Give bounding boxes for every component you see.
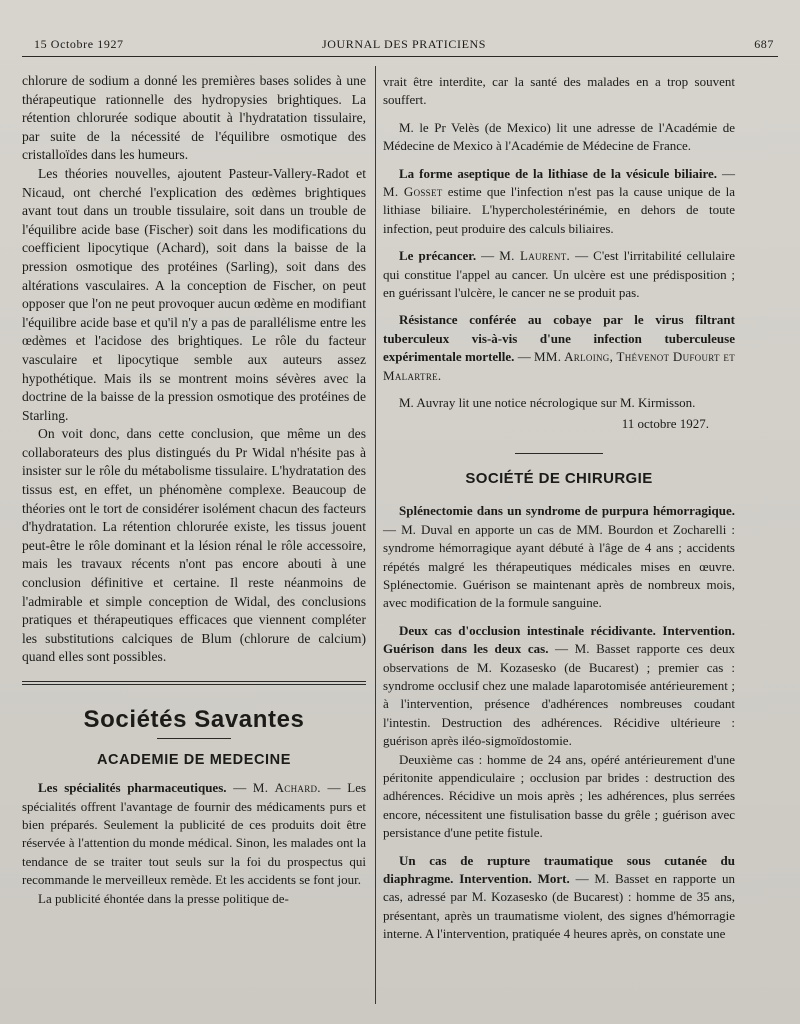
splenectomie-heading: Splénectomie dans un syndrome de purpura hémorragique. [399,503,735,519]
article-paragraph: On voit donc, dans cette conclusion, que même un des collaborateurs des plus distingués du Pr Widal n'hésite pas à insister sur le rôle du métabolisme tissulaire. L'hydratation des tissus est, en effet, un phénomène complexe. Beaucoup de théories ont le tort de considérer isolément chacun des facteurs d'hydratation. La rétention chlorurée existe, les tissus jouent peut-être le rôle dominant et la lésion rénal le rôle accessoire, mais les travaux récents n'ont pas encore abouti à une conclusion définitive et certaine. Il reste néanmoins de l'admirable et simple conception de Widal, des conclusions pratiques et thérapeutiques efficaces que viennent compléter les substitutions calciques de Blum (chlorure de calcium) quand elles sont possibles. [22,426,366,665]
splenectomie-text: M. Duval en apporte un cas de MM. Bourdon et Zocharelli : syndrome hémorragique ayant débuté à l'âge de 4 ans ; accidents répétés malgré les thérapeutiques médicales mises en œuvre. Splénectomie. Guérison se maintenant après de nombreux mois, avec modification de la formule sanguine. [383,521,736,611]
column-divider [375,66,376,1004]
spec-paragraph-2: La publicité éhontée dans la presse politique de- [38,890,289,906]
occlusion-text: M. Basset rapporte ces deux observations de M. Kozasesko (de Bucarest) ; premier cas : syndrome occlusif chez une malade laparotomisée antérieurement ; à l'intervention, présence d'adhérences nombreuses coudant l'intestin. Destruction des adhérences. Récidive ultérieure : guérison après iléo-sigmoïdostomie. [383,641,735,749]
splenectomie-paragraph: Splénectomie dans un syndrome de purpura hémorragique. — M. Duval en apporte un cas de MM. Bourdon et Zocharelli : syndrome hémorragique ayant débuté à l'âge de 4 ans ; accidents répétés malgré les thérapeutiques médicales mises en œuvre. Splénectomie. Guérison se maintenant après de nombreux mois, avec modification de la formule sanguine. [383,503,736,611]
chirurgie-section-title: SOCIÉTÉ DE CHIRURGIE [465,469,653,487]
lithiase-text: estime que l'infection n'est pas la cause unique de la lithiase biliaire. L'hypercholestérinémie, en dehors de toute infection, peut produire des calculs biliaires. [383,184,736,236]
article-paragraph: Les théories nouvelles, ajoutent Pasteur-Vallery-Radot et Nicaud, ont cherché l'explication des œdèmes brightiques avant tout dans un trouble tissulaire, soit dans un trouble de l'équilibre acide base (Fischer) soit dans les modifications du coefficient lipocytique (Achard), soit dans la baisse de la pression osmotique des protéines (Sarling), soit dans des altérations vasculaires. A la conception de Fischer, on peut opposer que l'on ne peut provoquer aucun œdème en modifiant l'équilibre acide base et qu'il n'y a pas de parallélisme entre les œdèmes et l'acidose des brightiques. Le rôle du facteur vasculaire et lipocytique semble aux auteurs assez hypothétique. Mais ils se montrent moins sévères avec la doctrine de la baisse de la pression osmotique des protéines de Starling. [22,165,366,423]
resist-paragraph: Résistance conférée au cobaye par le virus filtrant tuberculeux vis-à-vis d'une infection tuberculeuse expérimentale mortelle. — MM. Arloing, Thévenot Dufourt et Malartre. [383,312,736,383]
occlusion-paragraph-2: Deuxième cas : homme de 24 ans, opéré antérieurement d'une péritonite appendiculaire ; occlusion par brides : destruction des adhérences. Récidive un mois après ; les adhérences, plus serrées encore, nécessitent une fistulisation basse du grêle ; guérison avec persistance d'une petite fistule. [383,751,735,841]
spec-author: M. Achard. [252,780,321,796]
section-double-rule [22,681,366,685]
session-date: 11 octobre 1927. [621,415,709,431]
lithiase-author: M. Gosset [383,184,443,200]
spec-text: Les spécialités offrent l'avantage de fournir des médicaments purs et bien préparés. Seulement la publicité de ces produits doit être réservée à l'attention du monde médical. Sinon, les malades ont la tendance de se traiter tout seuls sur la foi du prospectus qui recommande le merveilleux remède. Et les accidents se font jour. [22,780,367,888]
rupture-text: M. Basset en rapporte un cas, adressé par M. Kozasesko (de Bucarest) : homme de 35 ans, présentant, après un traumatisme violent, des signes d'hémorragie interne. A l'intervention, pratiquée 4 heures après, on constate une [383,871,736,942]
rupture-paragraph: Un cas de rupture traumatique sous cutanée du diaphragme. Intervention. Mort. — M. Basset en rapporte un cas, adressé par M. Kozasesko (de Bucarest) : homme de 35 ans, présentant, après un traumatisme violent, des signes d'hémorragie interne. A l'intervention, pratiquée 4 heures après, on constate une [383,852,736,942]
section-title-underline [157,738,231,739]
section-separator-rule [515,453,603,454]
article-paragraph: chlorure de sodium a donné les premières bases solides à une thérapeutique rationnelle des hydropysies brightiques. La rétention chlorurée sodique aboutit à l'hydratation tissulaire, par suite de la nécessité de l'équilibre osmotique des cristalloïdes dans les humeurs. [22,73,366,163]
cancer-text: C'est l'irritabilité cellulaire qui constitue l'appel au cancer. Un ulcère est une prédisposition ; en guérissant l'ulcère, le cancer ne se produit pas. [383,248,735,301]
spec-heading: Les spécialités pharmaceutiques. [38,780,227,796]
veles-paragraph: M. le Pr Velès (de Mexico) lit une adresse de l'Académie de Médecine de Mexico à l'Académie de Médecine de France. [383,119,735,154]
occlusion-paragraph: Deux cas d'occlusion intestinale récidivante. Intervention. Guérison dans les deux cas. — M. Basset rapporte ces deux observations de M. Kozasesko (de Bucarest) ; premier cas : syndrome occlusif chez une malade laparotomisée antérieurement ; à l'intervention, présence d'adhérences nombreuses coudant l'intestin. Destruction des adhérences. Récidive ultérieure : guérison après iléo-sigmoïdostomie. [383,622,735,749]
cancer-heading: Le précancer. [399,248,477,264]
right-column [383,73,735,944]
left-column [22,72,366,908]
resist-authors: MM. Arloing, Thévenot Dufourt et Malartre. [383,349,736,383]
running-header [34,37,774,55]
subsection-title: ACADEMIE DE MEDECINE [96,751,292,768]
continued-paragraph: vrait être interdite, car la santé des malades en a trop souvent souffert. [383,74,735,108]
cancer-author: M. Laurent. [499,248,571,264]
section-title: Sociétés Savantes [83,706,305,733]
header-journal-title: JOURNAL DES PRATICIENS [321,37,487,51]
auvray-paragraph: M. Auvray lit une notice nécrologique sur M. Kirmisson. [399,395,696,411]
header-rule [22,56,778,57]
cancer-paragraph: Le précancer. — M. Laurent. — C'est l'irritabilité cellulaire qui constitue l'appel au cancer. Un ulcère est une prédisposition ; en guérissant l'ulcère, le cancer ne se produit pas. [383,248,735,301]
lithiase-heading: La forme aseptique de la lithiase de la vésicule biliaire. [399,165,718,181]
header-page-number: 687 [754,37,774,51]
header-date: 15 Octobre 1927 [34,37,124,51]
lithiase-paragraph: La forme aseptique de la lithiase de la vésicule biliaire. — M. Gosset estime que l'infection n'est pas la cause unique de la lithiase biliaire. L'hypercholestérinémie, en dehors de toute infection, peut produire des calculs biliaires. [383,165,736,236]
resist-heading: Résistance conférée au cobaye par le virus filtrant tuberculeux vis-à-vis d'une infection tuberculeuse expérimentale mortelle. [383,312,735,365]
occlusion-heading: Deux cas d'occlusion intestinale récidivante. Intervention. Guérison dans les deux cas. [383,622,735,657]
rupture-heading: Un cas de rupture traumatique sous cutanée du diaphragme. Intervention. Mort. [383,852,735,887]
spec-paragraph: Les spécialités pharmaceutiques. — M. Achard. — Les spécialités offrent l'avantage de fournir des médicaments purs et bien préparés. Seulement la publicité de ces produits doit être réservée à l'attention du monde médical. Sinon, les malades ont la tendance de se traiter tout seuls sur la foi du prospectus qui recommande le merveilleux remède. Et les accidents se font jour. [22,780,367,888]
